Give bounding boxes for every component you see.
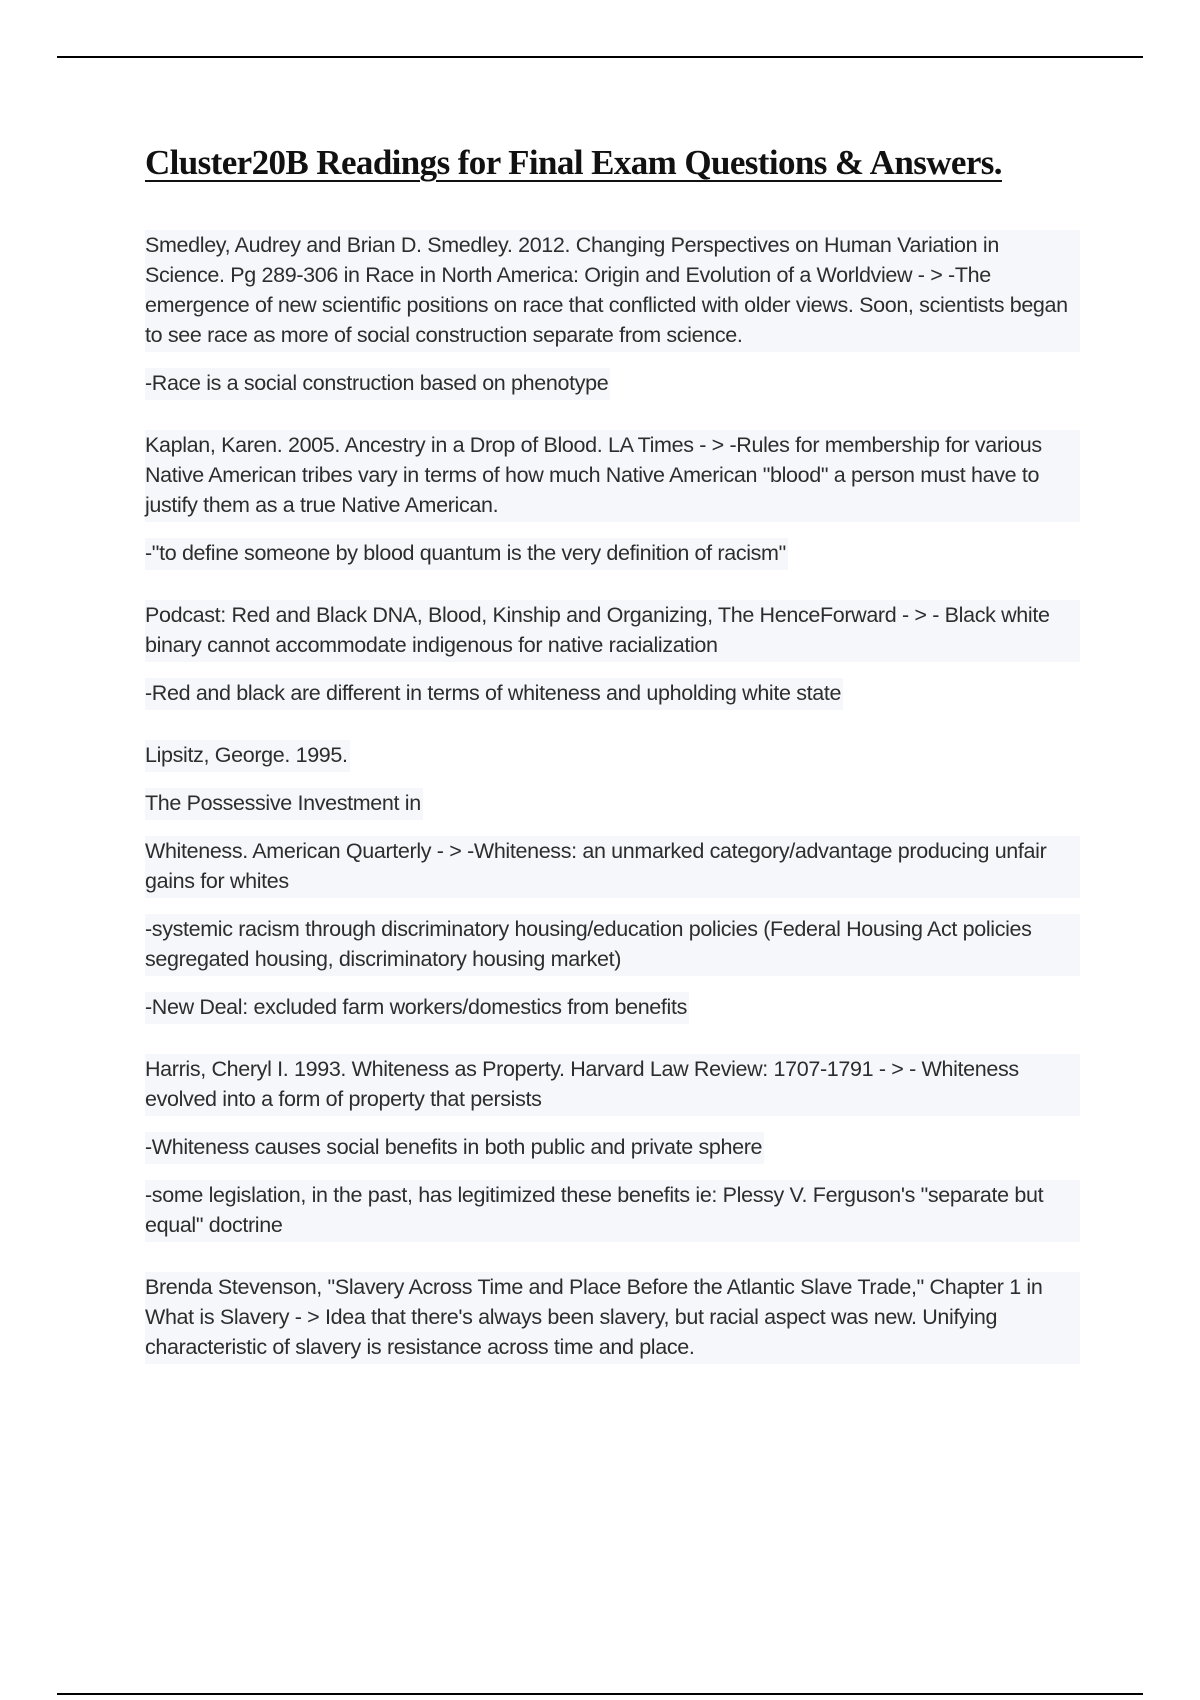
- document-body: [145, 230, 1080, 1394]
- entry-citation-summary: Whiteness. American Quarterly - > -Whiteness: an unmarked category/advantage producing unfair gains for whites: [145, 836, 1080, 898]
- entry-harris: [145, 1054, 1080, 1242]
- entry-citation: Harris, Cheryl I. 1993. Whiteness as Property. Harvard Law Review: 1707-1791 - > - Whiteness evolved into a form of property that persists: [145, 1054, 1080, 1116]
- bottom-rule: [57, 1693, 1143, 1695]
- entry-citation: Lipsitz, George. 1995.: [145, 740, 350, 772]
- entry-citation-title: The Possessive Investment in: [145, 788, 423, 820]
- top-rule: [57, 56, 1143, 58]
- entry-note: -systemic racism through discriminatory housing/education policies (Federal Housing Act policies segregated housing, discriminatory housing market): [145, 914, 1080, 976]
- entry-stevenson: [145, 1272, 1080, 1364]
- entry-kaplan: [145, 430, 1080, 570]
- entry-podcast: [145, 600, 1080, 710]
- entry-note: -"to define someone by blood quantum is the very definition of racism": [145, 538, 788, 570]
- entry-citation: Brenda Stevenson, "Slavery Across Time and Place Before the Atlantic Slave Trade," Chapter 1 in What is Slavery - > Idea that there's always been slavery, but racial aspect was new. Unifying characteristic of slavery is resistance across time and place.: [145, 1272, 1080, 1364]
- entry-note: -Red and black are different in terms of whiteness and upholding white state: [145, 678, 843, 710]
- entry-note: -Whiteness causes social benefits in both public and private sphere: [145, 1132, 764, 1164]
- entry-note: -some legislation, in the past, has legitimized these benefits ie: Plessy V. Ferguson's "separate but equal" doctrine: [145, 1180, 1080, 1242]
- entry-lipsitz: [145, 740, 1080, 1024]
- entry-smedley: [145, 230, 1080, 400]
- entry-citation: Smedley, Audrey and Brian D. Smedley. 2012. Changing Perspectives on Human Variation in Science. Pg 289-306 in Race in North America: Origin and Evolution of a Worldview - > -The emergence of new scientific positions on race that conflicted with older views. Soon, scientists began to see race as more of social construction separate from science.: [145, 230, 1080, 352]
- entry-citation: Podcast: Red and Black DNA, Blood, Kinship and Organizing, The HenceForward - > - Black white binary cannot accommodate indigenous for native racialization: [145, 600, 1080, 662]
- entry-note: -Race is a social construction based on phenotype: [145, 368, 610, 400]
- page-title: Cluster20B Readings for Final Exam Questions & Answers.: [145, 143, 1002, 182]
- entry-note: -New Deal: excluded farm workers/domestics from benefits: [145, 992, 689, 1024]
- entry-citation: Kaplan, Karen. 2005. Ancestry in a Drop of Blood. LA Times - > -Rules for membership for various Native American tribes vary in terms of how much Native American "blood" a person must have to justify them as a true Native American.: [145, 430, 1080, 522]
